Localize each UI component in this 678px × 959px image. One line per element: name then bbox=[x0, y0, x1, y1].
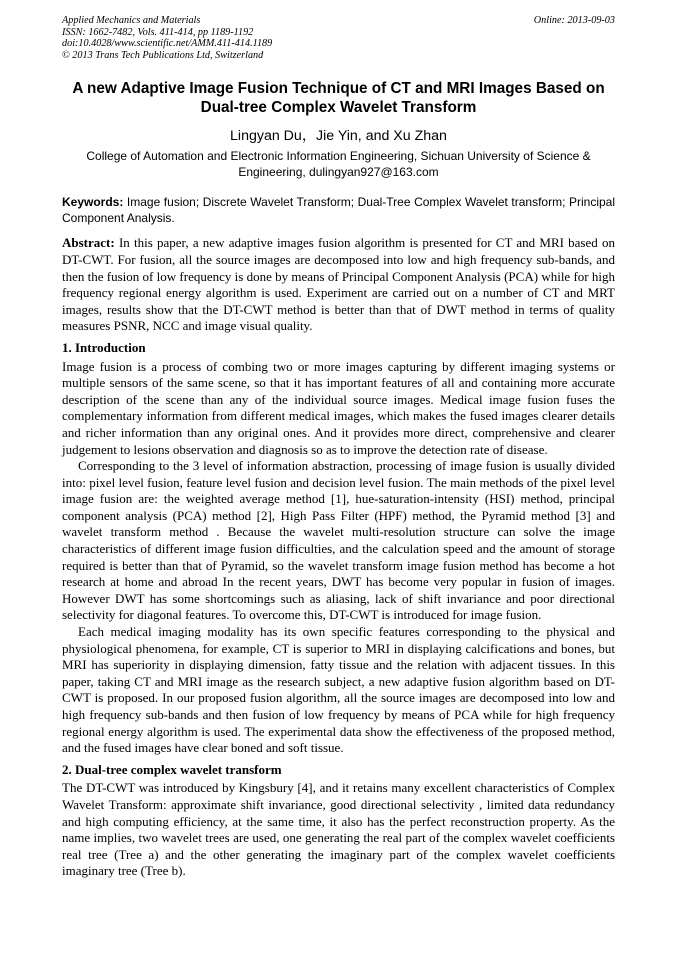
keywords-text: Image fusion; Discrete Wavelet Transform; Dual-Tree Complex Wavelet transform; Principal Component Analysis. bbox=[62, 195, 615, 225]
intro-paragraph-1: Image fusion is a process of combing two or more images capturing by different imaging systems or multiple sensors of the same scene, so that it has important features of all and containing more accurate description of the scene than any of the individual source images. Medical image fusion fuses the complementary information from different medical images, which makes the fused images clearer details and richer information than any original ones. And it provides more direct, comprehensive and clearer judgement to lesions observation and diagnosis so as to improve the detection rate of disease. bbox=[62, 358, 615, 457]
abstract-text: In this paper, a new adaptive images fusion algorithm is presented for CT and MRI based on DT-CWT. For fusion, all the source images are decomposed into low and high frequency sub-bands, and then the fusion of low frequency is done by means of Principal Component Analysis (PCA) while for high frequency regional energy algorithm is used. Experiment are carried out on a number of CT and MRT images, results show that the DT-CWT method is better than that of DWT method in terms of quality measures PSNR, NCC and image visual quality. bbox=[62, 235, 615, 334]
journal-header bbox=[62, 15, 615, 61]
abstract bbox=[62, 235, 615, 335]
copyright-line: © 2013 Trans Tech Publications Ltd, Switzerland bbox=[62, 49, 264, 61]
paper-page bbox=[62, 15, 615, 880]
keywords-label: Keywords: bbox=[62, 195, 124, 210]
doi-line: doi:10.4028/www.scientific.net/AMM.411-414.1189 bbox=[62, 38, 273, 50]
paper-title: A new Adaptive Image Fusion Technique of CT and MRI Images Based on Dual-tree Complex Wavelet Transform bbox=[72, 80, 605, 117]
authors: Lingyan Du，Jie Yin, and Xu Zhan bbox=[230, 128, 447, 145]
dtcwt-paragraph-1: The DT-CWT was introduced by Kingsbury [4], and it retains many excellent characteristics of Complex Wavelet Transform: approximate shift invariance, good directional selectivity , limited data redundancy and high computing efficiency, at the same time, it also has the perfect reconstruction property. As the name implies, two wavelet trees are used, one generating the real part of the complex wavelet coefficients real tree (Tree a) and the other generating the imaginary part of the complex wavelet coefficients imaginary tree (Tree b). bbox=[62, 780, 615, 879]
issn-line: ISSN: 1662-7482, Vols. 411-414, pp 1189-1192 bbox=[62, 26, 254, 38]
affiliation: College of Automation and Electronic Information Engineering, Sichuan University of Science & Engineering, dulingyan927@163.com bbox=[86, 149, 591, 180]
section-heading-dtcwt: 2. Dual-tree complex wavelet transform bbox=[62, 761, 282, 777]
keywords bbox=[62, 195, 615, 226]
abstract-label: Abstract: bbox=[62, 235, 115, 251]
section-heading-introduction: 1. Introduction bbox=[62, 339, 146, 355]
journal-name: Applied Mechanics and Materials bbox=[62, 15, 201, 26]
intro-paragraph-2: Corresponding to the 3 level of information abstraction, processing of image fusion is usually divided into: pixel level fusion, feature level fusion and decision level fusion. The main methods of the pixel level image fusion are: the weighted average method [1], hue-saturation-intensity (HSI) method, principal component analysis (PCA) method [2], High Pass Filter (HPF) method, the Pyramid method [3] and wavelet transform method . Because the wavelet multi-resolution structure can solve the image characteristics of different image fusion difficulties, and the calculation speed and the amount of storage required is better than that of Pyramid, so the wavelet transform image fusion method has become a hot research at home and abroad In the recent years, DWT has become very popular in fusion of images. However DWT has some shortcomings such as aliasing, lack of shift invariance and poor directional selectivity for diagonal features. To overcome this, DT-CWT is introduced for image fusion. bbox=[62, 458, 615, 623]
intro-paragraph-3: Each medical imaging modality has its own specific features corresponding to the physical and physiological phenomena, for example, CT is superior to MRI in displaying calcifications and bones, but MRI has superiority in displaying dimension, fatty tissue and the relation with adjacent tissues. In this paper, taking CT and MRI image as the research subject, a new adaptive fusion algorithm based on DT-CWT is proposed. In our proposed fusion algorithm, all the source images are decomposed into low and high frequency sub-bands and then fusion of low frequency by means of PCA while for high frequency regional energy algorithm is used. The experimental data show the effectiveness of the proposed method, and the fused images have clear boned and soft tissue. bbox=[62, 624, 615, 756]
online-date: Online: 2013-09-03 bbox=[533, 15, 615, 26]
